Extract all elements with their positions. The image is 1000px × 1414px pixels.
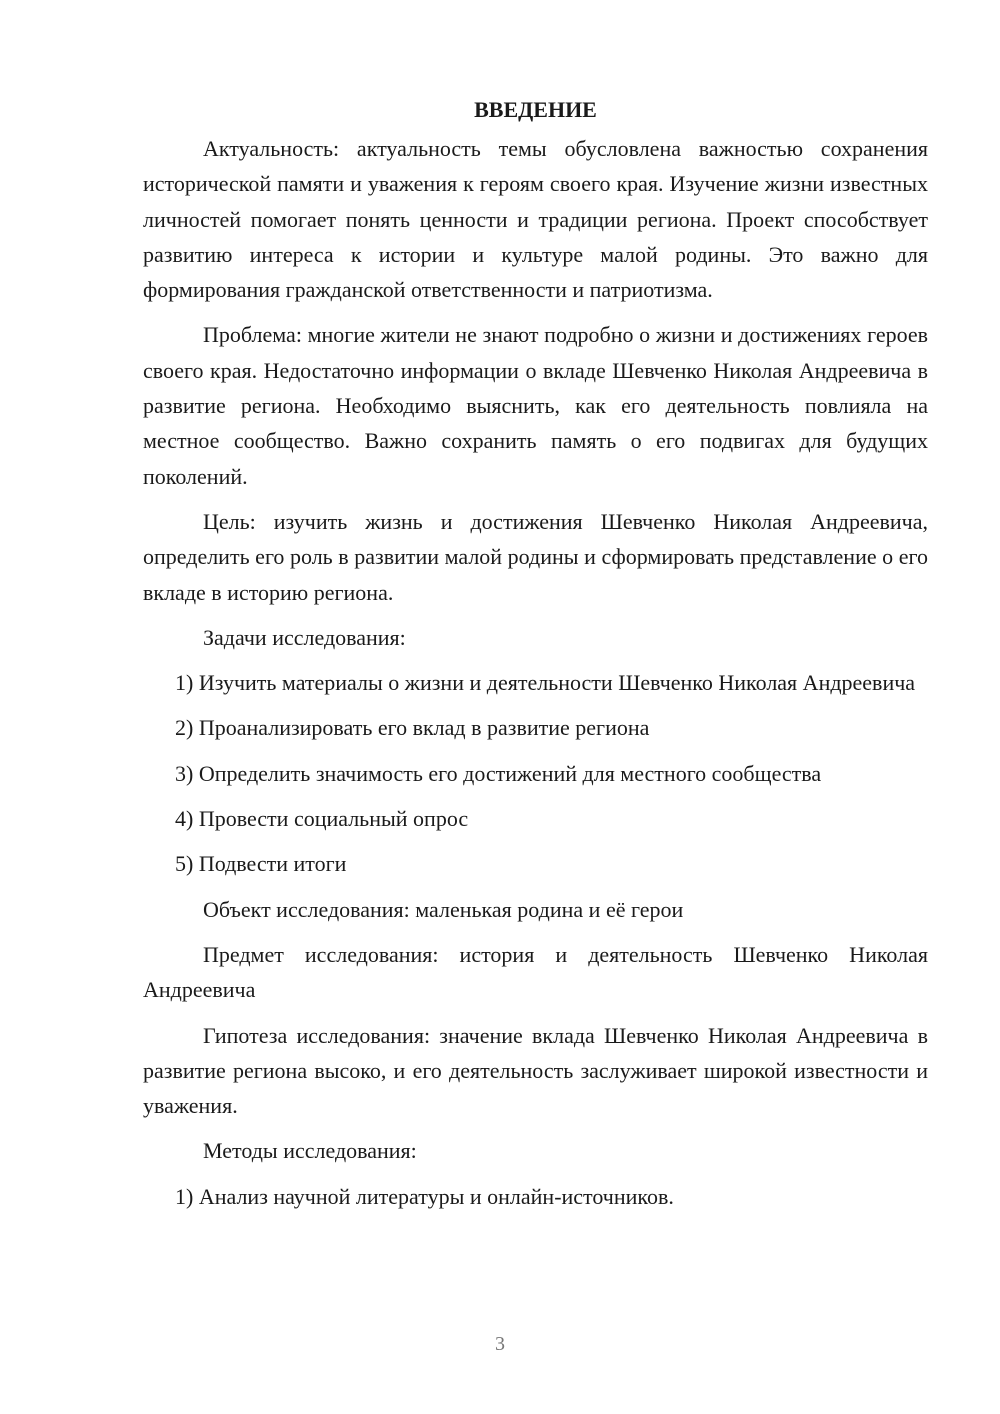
hypothesis-paragraph: Гипотеза исследования: значение вклада Шевченко Николая Андреевича в развитие региона высоко, и его деятельность заслуживает широкой известности и уважения. [143,1022,928,1119]
tasks-heading: Задачи исследования: [203,624,406,650]
problem-paragraph: Проблема: многие жители не знают подробно о жизни и достижениях героев своего края. Недостаточно информации о вкладе Шевченко Николая Андреевича в развитие региона. Необходимо выяснить, как его деятельность повлияла на местное сообщество. Важно сохранить память о его подвигах для будущих поколений. [143,322,928,489]
task-item: 5) Подвести итоги [175,851,347,877]
method-item: 1) Анализ научной литературы и онлайн-источников. [175,1183,674,1209]
goal-paragraph: Цель: изучить жизнь и достижения Шевченко Николая Андреевича, определить его роль в развитии малой родины и сформировать представление о его вкладе в историю региона. [143,508,928,605]
task-item: 1) Изучить материалы о жизни и деятельности Шевченко Николая Андреевича [175,670,916,696]
task-item: 4) Провести социальный опрос [175,806,469,832]
section-title: ВВЕДЕНИЕ [474,97,597,122]
document-page [143,92,928,1224]
task-item: 3) Определить значимость его достижений для местного сообщества [175,760,822,786]
object-paragraph: Объект исследования: маленькая родина и её герои [203,896,684,922]
task-item: 2) Проанализировать его вклад в развитие региона [175,715,650,741]
page-number: 3 [495,1333,505,1355]
subject-paragraph: Предмет исследования: история и деятельность Шевченко Николая Андреевича [143,941,928,1003]
relevance-paragraph: Актуальность: актуальность темы обусловлена важностью сохранения исторической памяти и уважения к героям своего края. Изучение жизни известных личностей помогает понять ценности и традиции региона. Проект способствует развитию интереса к истории и культуре малой родины. Это важно для формирования гражданской ответственности и патриотизма. [143,136,928,303]
methods-heading: Методы исследования: [203,1138,417,1164]
